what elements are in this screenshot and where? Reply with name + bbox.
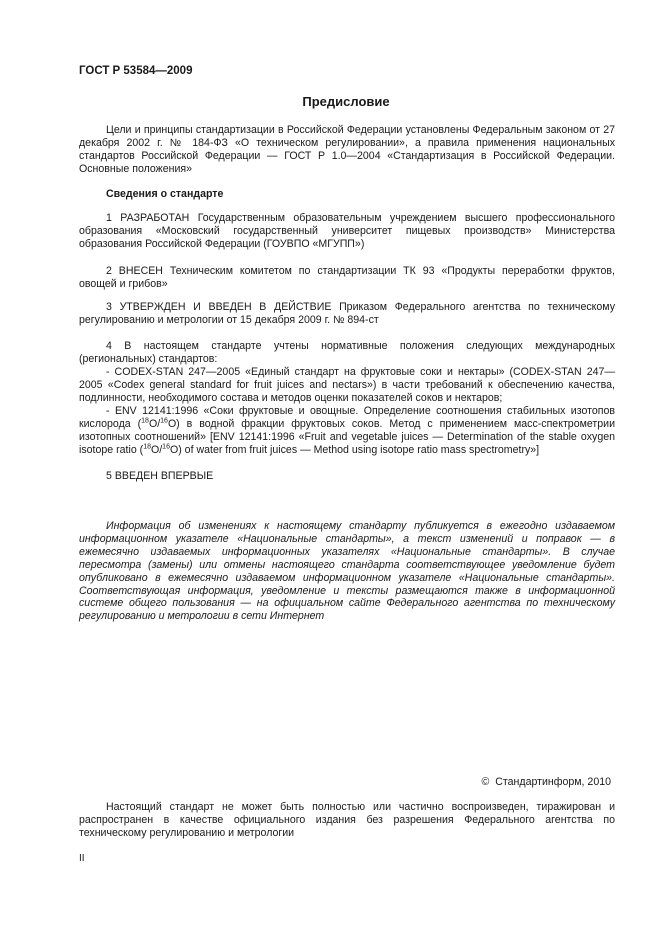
- isotope-18-sup-2: 18: [143, 443, 151, 451]
- item-4-codex: - CODEX-STAN 247—2005 «Единый стандарт на фруктовые соки и нектары» (CODEX-STAN 247—2005 «Codex general standard for fruit juices and nectars») в части требований к обеспечению качества, подлинности, необходимого состава и методов оценки показателей соков и нектаров;: [79, 366, 615, 404]
- item-5: 5 ВВЕДЕН ВПЕРВЫЕ: [106, 470, 214, 482]
- changes-notice: Информация об изменениях к настоящему стандарту публикуется в ежегодно издаваемом информационном указателе «Национальные стандарты», а текст изменений и поправок — в ежемесячно издаваемых информационных указателях «Национальные стандарты». В случае пересмотра (замены) или отмены настоящего стандарта соответствующее уведомление будет опубликовано в ежемесячно издаваемом информационном указателе «Национальные стандарты». Соответствующая информация, уведомление и тексты размещаются также в информационной системе общего пользования — на официальном сайте Федерального агентства по техническому регулированию и метрологии в сети Интернет: [79, 520, 615, 623]
- item-2: 2 ВНЕСЕН Техническим комитетом по стандартизации ТК 93 «Продукты переработки фруктов, овощей и грибов»: [79, 265, 615, 290]
- env-text-c: O) в водной фракции фруктовых соков. Метод с применением масс-спектрометрии изотопных соотношений» [ENV 12141:1996 «Fruit and vegetable juices — Determination of the stable oxygen isotope ratio (: [79, 417, 615, 456]
- env-text-a: - ENV 12141:1996 «Соки фруктовые и овощные. Определение соотношения стабильных изотопов кислорода (: [79, 405, 615, 430]
- intro-paragraph: Цели и принципы стандартизации в Российской Федерации установлены Федеральным законом от 27 декабря 2002 г. № 184-ФЗ «О техническом регулировании», а правила применения национальных стандартов Российской Федерации — ГОСТ Р 1.0—2004 «Стандартизация в Российской Федерации. Основные положения»: [79, 124, 615, 175]
- isotope-16-sup-2: 16: [162, 443, 170, 451]
- env-text-b: O/: [148, 417, 161, 430]
- reproduction-notice: Настоящий стандарт не может быть полностью или частично воспроизведен, тиражирован и распространен в качестве официального издания без разрешения Федерального агентства по техническому регулированию и метрологии: [79, 801, 615, 839]
- item-4: 4 В настоящем стандарте учтены нормативные положения следующих международных (региональных) стандартов:: [79, 340, 615, 365]
- env-text-d: O/: [150, 443, 163, 456]
- env-text-e: O) of water from fruit juices — Method using isotope ratio mass spectrometry»]: [169, 443, 540, 456]
- isotope-18-sup: 18: [141, 417, 149, 425]
- item-4-env: [79, 405, 615, 457]
- page-title: Предисловие: [302, 94, 390, 109]
- page-number: II: [79, 853, 85, 864]
- copyright-symbol: ©: [481, 776, 490, 788]
- document-id: ГОСТ Р 53584—2009: [79, 65, 193, 77]
- copyright-text: Стандартинформ, 2010: [495, 776, 611, 788]
- copyright: [481, 776, 611, 788]
- info-heading: Сведения о стандарте: [106, 188, 224, 200]
- isotope-16-sup: 16: [160, 417, 168, 425]
- item-1: 1 РАЗРАБОТАН Государственным образовательным учреждением высшего профессионального образования «Московский государственный университет пищевых производств» Министерства образования Российской Федерации (ГОУВПО «МГУПП»): [79, 212, 615, 250]
- item-3: 3 УТВЕРЖДЕН И ВВЕДЕН В ДЕЙСТВИЕ Приказом Федерального агентства по техническому регулированию и метрологии от 15 декабря 2009 г. № 894-ст: [79, 301, 615, 326]
